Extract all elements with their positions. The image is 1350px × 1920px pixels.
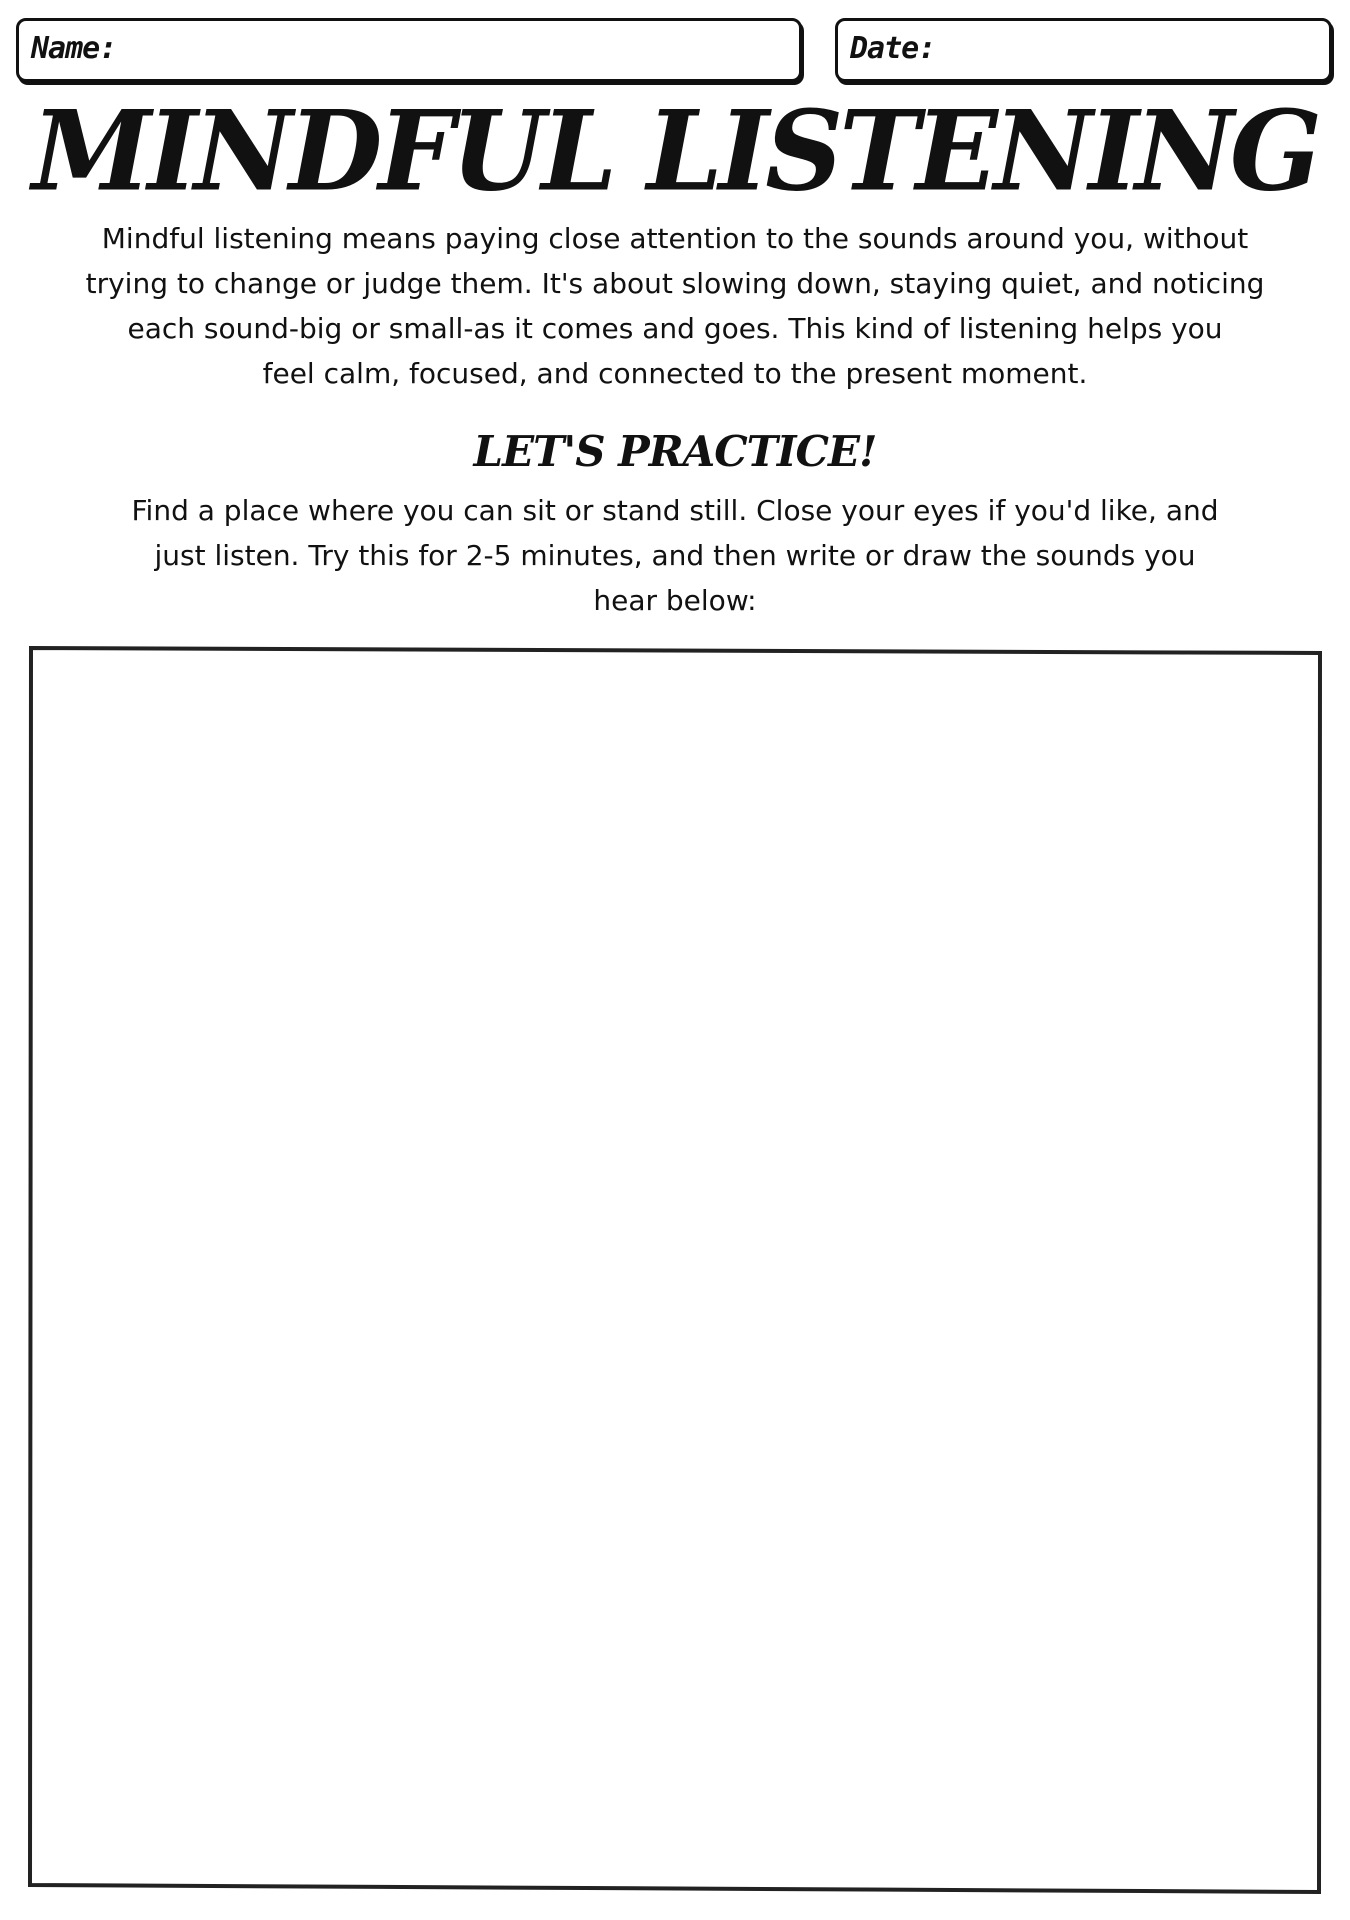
- name-label: Name:: [31, 31, 117, 66]
- instruction-line: hear below:: [593, 584, 757, 617]
- page-title: MINDFUL LISTENING: [31, 87, 1319, 217]
- instruction-line: just listen. Try this for 2-5 minutes, and then write or draw the sounds you: [154, 539, 1196, 572]
- practice-heading: LET'S PRACTICE!: [473, 427, 877, 476]
- intro-line: feel calm, focused, and connected to the present moment.: [262, 357, 1088, 390]
- instruction-line: Find a place where you can sit or stand still. Close your eyes if you'd like, and: [131, 494, 1219, 527]
- intro-line: Mindful listening means paying close attention to the sounds around you, without: [101, 222, 1249, 255]
- intro-line: trying to change or judge them. It's about slowing down, staying quiet, and noticing: [85, 267, 1265, 300]
- date-label: Date:: [850, 31, 936, 66]
- intro-line: each sound-big or small-as it comes and goes. This kind of listening helps you: [127, 312, 1223, 345]
- drawing-box[interactable]: [30, 648, 1320, 1892]
